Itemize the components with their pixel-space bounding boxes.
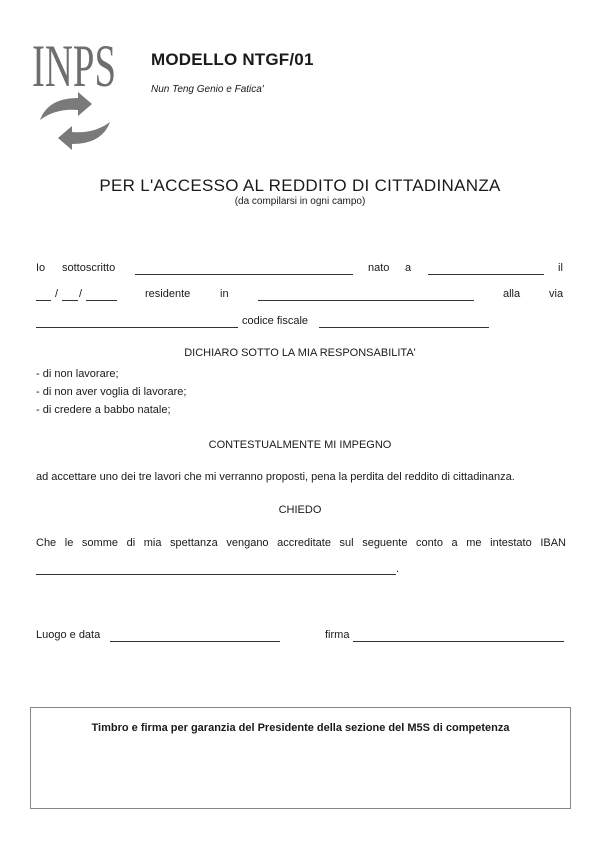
declaration-item: - di non aver voglia di lavorare; xyxy=(36,386,187,398)
tax-code-field-line[interactable] xyxy=(319,327,489,328)
label-sottoscritto: sottoscritto xyxy=(62,262,116,274)
request-text: Che le somme di mia spettanza vengano accreditate sul seguente conto a me intestato IBAN xyxy=(36,537,566,549)
street-field-line[interactable] xyxy=(36,327,238,328)
declaration-item: - di non lavorare; xyxy=(36,368,119,380)
commitment-heading: CONTESTUALMENTE MI IMPEGNO xyxy=(208,439,392,451)
name-field-line[interactable] xyxy=(135,274,353,275)
label-a: a xyxy=(405,262,412,274)
label-in: in xyxy=(220,288,229,300)
request-heading: CHIEDO xyxy=(278,504,322,516)
date-slash-2: / xyxy=(79,288,83,300)
form-title: PER L'ACCESSO AL REDDITO DI CITTADINANZA xyxy=(99,176,501,195)
date-slash-1: / xyxy=(55,288,59,300)
signature-field-line[interactable] xyxy=(353,641,564,642)
place-date-field-line[interactable] xyxy=(110,641,280,642)
birthplace-field-line[interactable] xyxy=(428,274,544,275)
recycle-arrows-icon xyxy=(40,92,110,150)
birth-month-line[interactable] xyxy=(62,300,78,301)
label-nato: nato xyxy=(368,262,390,274)
label-il: il xyxy=(558,262,563,274)
birth-year-line[interactable] xyxy=(86,300,117,301)
declaration-item: - di credere a babbo natale; xyxy=(36,404,171,416)
inps-logo-text: INPS xyxy=(32,33,116,99)
label-firma: firma xyxy=(325,629,350,641)
label-residente: residente xyxy=(145,288,191,300)
label-codice-fiscale: codice fiscale xyxy=(242,315,309,327)
label-io: Io xyxy=(36,262,46,274)
birth-day-line[interactable] xyxy=(36,300,51,301)
residence-field-line[interactable] xyxy=(258,300,474,301)
form-subtitle: (da compilarsi in ogni campo) xyxy=(234,196,366,207)
model-title: MODELLO NTGF/01 xyxy=(151,50,314,69)
inps-logo xyxy=(30,28,120,148)
stamp-box-text: Timbro e firma per garanzia del Presidente della sezione del M5S di competenza xyxy=(91,722,510,734)
iban-field-line[interactable] xyxy=(36,574,396,575)
label-luogo-data: Luogo e data xyxy=(36,629,101,641)
commitment-text: ad accettare uno dei tre lavori che mi verranno proposti, pena la perdita del reddito di cittadinanza. xyxy=(36,471,515,483)
label-via: via xyxy=(549,288,564,300)
iban-period: . xyxy=(396,563,400,575)
declaration-heading: DICHIARO SOTTO LA MIA RESPONSABILITA' xyxy=(184,347,416,359)
model-subtitle: Nun Teng Genio e Fatica' xyxy=(151,84,264,95)
label-alla: alla xyxy=(503,288,521,300)
